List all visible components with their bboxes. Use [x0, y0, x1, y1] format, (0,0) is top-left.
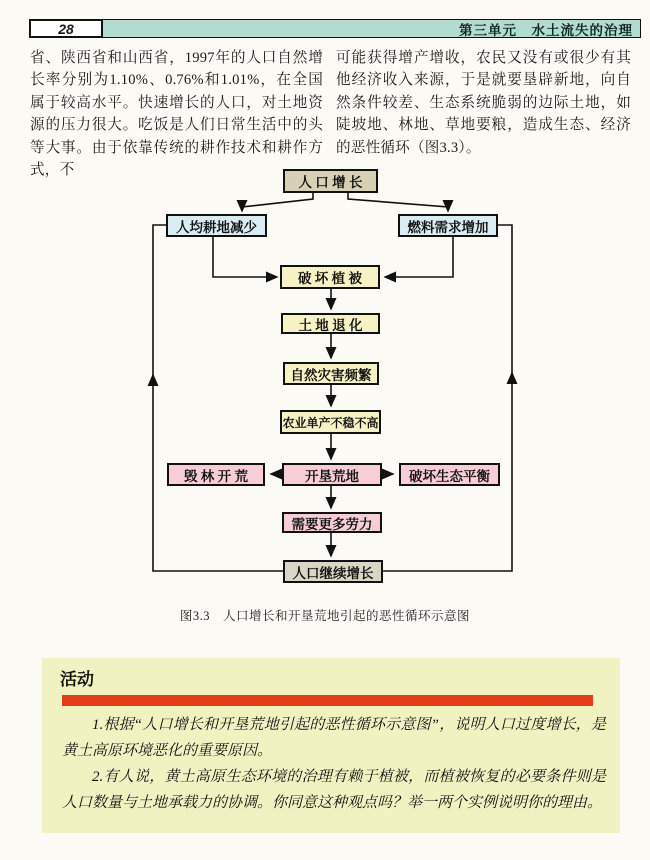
activity-accent-bar	[62, 695, 593, 706]
flow-node-land-degradation: 土 地 退 化	[281, 313, 380, 334]
body-text-left-column: 省、陕西省和山西省，1997年的人口自然增长率分别为1.10%、0.76%和1.01%，在全国属于较高水平。快速增长的人口，对土地资源的压力很大。吃饭是人们日常生活中的头等大事。由于依靠传统的耕作技术和耕作方式，不	[30, 50, 323, 179]
flow-node-break-eco-balance: 破坏生态平衡	[399, 463, 500, 486]
activity-questions	[62, 712, 606, 816]
body-text-right-column: 可能获得增产增收，农民又没有或很少有其他经济收入来源，于是就要垦辟新地，向自然条件较差、生态系统脆弱的边际土地，如陡坡地、林地、草地要粮，造成生态、经济的恶性循环（图3.3）。	[336, 50, 631, 156]
flow-node-population-growth: 人 口 增 长	[283, 169, 378, 193]
flow-node-destroy-vegetation: 破 坏 植 被	[280, 265, 380, 289]
activity-panel	[42, 658, 620, 833]
flow-node-arable-land-decrease: 人均耕地减少	[166, 214, 267, 237]
flowchart-figure	[0, 165, 650, 605]
activity-title: 活动	[60, 670, 94, 689]
page-number: 28	[29, 19, 103, 38]
flow-node-unstable-low-yield: 农业单产不稳不高	[280, 410, 381, 434]
flow-node-need-more-labor: 需要更多劳力	[282, 512, 382, 533]
flowchart-connectors	[0, 165, 650, 605]
activity-question-1: 1.根据“人口增长和开垦荒地引起的恶性循环示意图”，说明人口过度增长，是黄土高原环境恶化的重要原因。	[62, 717, 606, 759]
unit-title: 第三单元 水土流失的治理	[459, 22, 633, 38]
figure-caption: 图3.3 人口增长和开垦荒地引起的恶性循环示意图	[179, 609, 471, 623]
flow-node-fuel-demand-increase: 燃料需求增加	[398, 214, 498, 237]
unit-title-bar	[103, 19, 641, 38]
flow-node-population-continues: 人口继续增长	[283, 560, 383, 583]
flow-node-frequent-disasters: 自然灾害频繁	[283, 362, 379, 385]
flow-node-reclaim-wasteland: 开垦荒地	[282, 463, 382, 486]
flow-node-deforest-reclaim: 毁 林 开 荒	[167, 463, 265, 486]
page-header	[29, 19, 641, 38]
activity-question-2: 2.有人说，黄土高原生态环境的治理有赖于植被，而植被恢复的必要条件则是人口数量与土地承载力的协调。你同意这种观点吗？举一两个实例说明你的理由。	[62, 769, 606, 811]
